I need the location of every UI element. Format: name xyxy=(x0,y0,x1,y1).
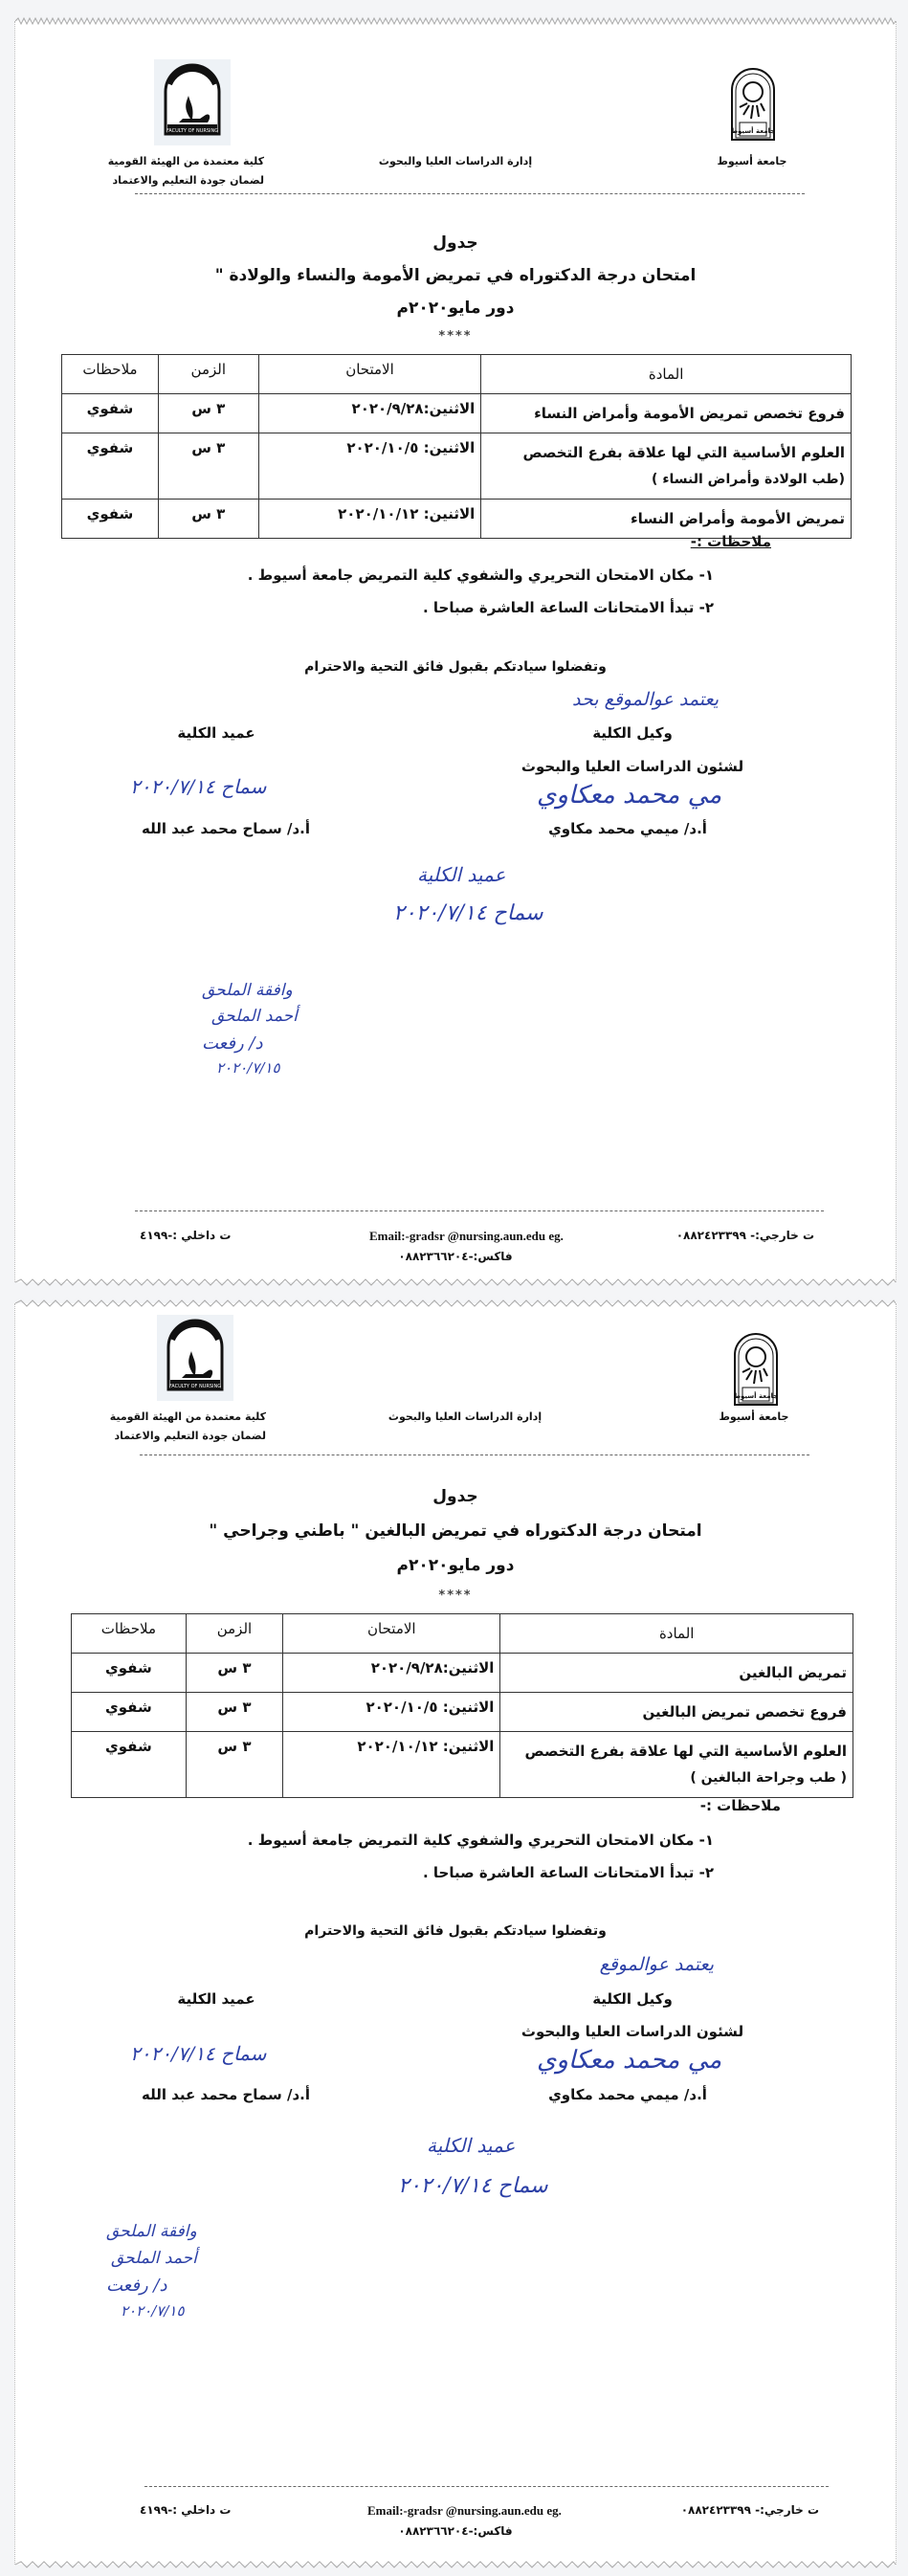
cell-subject xyxy=(500,1732,853,1798)
cell-time: ٣ س xyxy=(158,500,258,539)
cell-notes: شفوي xyxy=(62,500,159,539)
vice-dean-signature: مي محمد معكاوي xyxy=(537,2046,722,2075)
notes-heading: ملاحظات :- xyxy=(690,533,771,550)
subject-text: تمريض الأمومة وأمراض النساء xyxy=(630,510,845,527)
handwritten-left-date: ٢٠٢٠/٧/١٥ xyxy=(121,2302,185,2320)
page-border-bottom xyxy=(15,2561,896,2568)
faculty-of-nursing-logo xyxy=(154,59,231,145)
dean-signature: سماح ٢٠٢٠/٧/١٤ xyxy=(130,775,267,798)
vice-dean-department: لشئون الدراسات العليا والبحوث xyxy=(520,2023,744,2040)
svg-text:FACULTY OF NURSING: FACULTY OF NURSING xyxy=(166,128,219,134)
page-border-top xyxy=(15,1299,896,1307)
note-item: ١- مكان الامتحان التحريري والشفوي كلية التمريض جامعة أسيوط . xyxy=(247,566,714,584)
table-row xyxy=(62,394,852,433)
email-address[interactable]: Email:-gradsr @nursing.aun.edu eg. xyxy=(369,1229,564,1243)
note-item: ٢- تبدأ الامتحانات الساعة العاشرة صباحا . xyxy=(423,1864,714,1881)
cell-notes: شفوي xyxy=(72,1693,187,1732)
handwritten-left-line-3: د/ رفعت xyxy=(202,1033,263,1054)
header-time: الزمن xyxy=(158,355,258,394)
accreditation-line-1: كلية معتمدة من الهيئة القومية xyxy=(107,155,264,167)
exam-schedule-table xyxy=(71,1613,853,1798)
header-time: الزمن xyxy=(186,1614,283,1654)
cell-time: ٣ س xyxy=(158,394,258,433)
header-subject: المادة xyxy=(500,1614,853,1654)
header-notes: ملاحظات xyxy=(72,1614,187,1654)
handwritten-left-line-2: أحمد الملحق xyxy=(211,1007,298,1026)
exam-title: امتحان درجة الدكتوراه في تمريض الأمومة والنساء والولادة " xyxy=(214,266,697,285)
cell-subject xyxy=(481,500,852,539)
cell-notes: شفوي xyxy=(62,394,159,433)
vice-dean-signature: مي محمد معكاوي xyxy=(537,781,722,810)
handwritten-center-signature: سماح ٢٠٢٠/٧/١٤ xyxy=(398,2174,548,2198)
cell-subject xyxy=(481,394,852,433)
svg-text:جامعة أسيوط: جامعة أسيوط xyxy=(730,127,776,135)
footer-divider xyxy=(144,2486,829,2487)
handwritten-left-line-3: د/ رفعت xyxy=(106,2276,167,2296)
table-row xyxy=(62,433,852,500)
internal-phone: ت داخلي :-٤١٩٩ xyxy=(140,1229,232,1242)
cell-exam-date: الاثنين: ٢٠٢٠/١٠/٥ xyxy=(283,1693,500,1732)
fax-number: فاكس:-٠٨٨٢٣٦٦٢٠٤ xyxy=(398,1250,513,1263)
cell-subject xyxy=(500,1693,853,1732)
note-item: ٢- تبدأ الامتحانات الساعة العاشرة صباحا . xyxy=(423,599,714,616)
schedule-heading: جدول xyxy=(432,233,478,253)
table-header-row xyxy=(62,355,852,394)
exam-title: امتحان درجة الدكتوراه في تمريض البالغين " باطني وجراحي " xyxy=(209,1521,702,1541)
table-row xyxy=(72,1654,853,1693)
handwritten-left-line-1: وافقة الملحق xyxy=(202,981,293,1000)
university-name: جامعة أسيوط xyxy=(717,155,787,167)
header-exam: الامتحان xyxy=(258,355,481,394)
fax-number: فاكس:-٠٨٨٢٣٦٦٢٠٤ xyxy=(398,2524,513,2538)
subject-text: فروع تخصص تمريض الأمومة وأمراض النساء xyxy=(534,405,845,422)
cell-time: ٣ س xyxy=(186,1732,283,1798)
page-border-bottom xyxy=(15,1278,896,1286)
dean-title: عميد الكلية xyxy=(177,724,255,742)
document-page-1 xyxy=(14,21,897,1282)
cell-exam-date: الاثنين: ٢٠٢٠/١٠/١٢ xyxy=(258,500,481,539)
cell-exam-date: الاثنين:٢٠٢٠/٩/٢٨ xyxy=(258,394,481,433)
notes-heading: ملاحظات :- xyxy=(699,1797,781,1814)
cell-exam-date: الاثنين:٢٠٢٠/٩/٢٨ xyxy=(283,1654,500,1693)
cell-notes: شفوي xyxy=(72,1732,187,1798)
handwritten-center-note: عميد الكلية xyxy=(427,2134,516,2157)
cell-time: ٣ س xyxy=(186,1654,283,1693)
assiut-university-logo xyxy=(730,67,776,142)
exam-schedule-table xyxy=(61,354,852,539)
cell-subject xyxy=(500,1654,853,1693)
svg-text:FACULTY OF NURSING: FACULTY OF NURSING xyxy=(168,1384,222,1389)
exam-session: دور مايو٢٠٢٠م xyxy=(396,299,515,318)
subject-subtext: (طب الولادة وأمراض النساء ) xyxy=(652,472,845,487)
handwritten-center-note: عميد الكلية xyxy=(417,863,506,886)
external-phone: ت خارجي:- ٠٨٨٢٤٢٣٣٩٩ xyxy=(675,1229,814,1242)
table-header-row xyxy=(72,1614,853,1654)
faculty-of-nursing-logo xyxy=(157,1315,233,1401)
table-row xyxy=(72,1693,853,1732)
accreditation-line-2: لضمان جودة التعليم والاعتماد xyxy=(112,174,264,187)
dean-title: عميد الكلية xyxy=(177,1990,255,2008)
header-divider xyxy=(135,193,805,194)
closing-greeting: وتفضلوا سيادتكم بقبول فائق التحية والاحترام xyxy=(304,659,607,675)
accreditation-line-2: لضمان جودة التعليم والاعتماد xyxy=(114,1430,266,1442)
cell-time: ٣ س xyxy=(158,433,258,500)
university-name: جامعة أسيوط xyxy=(719,1410,789,1423)
cell-notes: شفوي xyxy=(72,1654,187,1693)
dean-name: أ.د/ سماح محمد عبد الله xyxy=(141,2086,310,2103)
subject-text: تمريض البالغين xyxy=(739,1664,847,1681)
internal-phone: ت داخلي :-٤١٩٩ xyxy=(140,2503,232,2517)
subject-text: فروع تخصص تمريض البالغين xyxy=(642,1703,847,1721)
header-notes: ملاحظات xyxy=(62,355,159,394)
handwritten-left-line-2: أحمد الملحق xyxy=(111,2249,197,2268)
subject-text: العلوم الأساسية التي لها علاقة بفرع التخصص xyxy=(524,1743,847,1760)
dean-name: أ.د/ سماح محمد عبد الله xyxy=(141,820,310,837)
department-name: إدارة الدراسات العليا والبحوث xyxy=(388,1410,543,1423)
closing-greeting: وتفضلوا سيادتكم بقبول فائق التحية والاحترام xyxy=(304,1923,607,1939)
separator-stars: **** xyxy=(438,329,473,344)
subject-subtext: ( طب وجراحة البالغين ) xyxy=(690,1770,847,1786)
exam-session: دور مايو٢٠٢٠م xyxy=(396,1556,515,1575)
handwritten-approval-note: يعتمد عوالموقع xyxy=(599,1954,714,1975)
cell-subject xyxy=(481,433,852,500)
vice-dean-name: أ.د/ ميمي محمد مكاوي xyxy=(548,820,707,837)
cell-time: ٣ س xyxy=(186,1693,283,1732)
email-address[interactable]: Email:-gradsr @nursing.aun.edu eg. xyxy=(367,2503,562,2518)
accreditation-line-1: كلية معتمدة من الهيئة القومية xyxy=(109,1410,266,1423)
assiut-university-logo xyxy=(733,1332,779,1407)
header-exam: الامتحان xyxy=(283,1614,500,1654)
page-border-top xyxy=(15,17,896,25)
vice-dean-title: وكيل الكلية xyxy=(592,1990,673,2008)
schedule-heading: جدول xyxy=(432,1487,478,1506)
cell-notes: شفوي xyxy=(62,433,159,500)
svg-text:جامعة أسيوط: جامعة أسيوط xyxy=(733,1392,779,1400)
table-row xyxy=(72,1732,853,1798)
document-page-2 xyxy=(14,1303,897,2565)
separator-stars: **** xyxy=(438,1588,473,1603)
handwritten-approval-note: يعتمد عوالموقع بحد xyxy=(572,689,719,710)
handwritten-center-signature: سماح ٢٠٢٠/٧/١٤ xyxy=(393,901,543,925)
cell-exam-date: الاثنين: ٢٠٢٠/١٠/٥ xyxy=(258,433,481,500)
handwritten-left-line-1: وافقة الملحق xyxy=(106,2222,197,2241)
external-phone: ت خارجي:- ٠٨٨٢٤٢٣٣٩٩ xyxy=(680,2503,819,2517)
vice-dean-name: أ.د/ ميمي محمد مكاوي xyxy=(548,2086,707,2103)
dean-signature: سماح ٢٠٢٠/٧/١٤ xyxy=(130,2042,267,2065)
handwritten-left-date: ٢٠٢٠/٧/١٥ xyxy=(216,1059,280,1077)
footer-divider xyxy=(135,1210,824,1211)
vice-dean-department: لشئون الدراسات العليا والبحوث xyxy=(520,758,744,775)
cell-exam-date: الاثنين: ٢٠٢٠/١٠/١٢ xyxy=(283,1732,500,1798)
subject-text: العلوم الأساسية التي لها علاقة بفرع التخصص xyxy=(522,444,845,461)
header-subject: المادة xyxy=(481,355,852,394)
note-item: ١- مكان الامتحان التحريري والشفوي كلية التمريض جامعة أسيوط . xyxy=(247,1832,714,1849)
vice-dean-title: وكيل الكلية xyxy=(592,724,673,742)
department-name: إدارة الدراسات العليا والبحوث xyxy=(378,155,533,167)
